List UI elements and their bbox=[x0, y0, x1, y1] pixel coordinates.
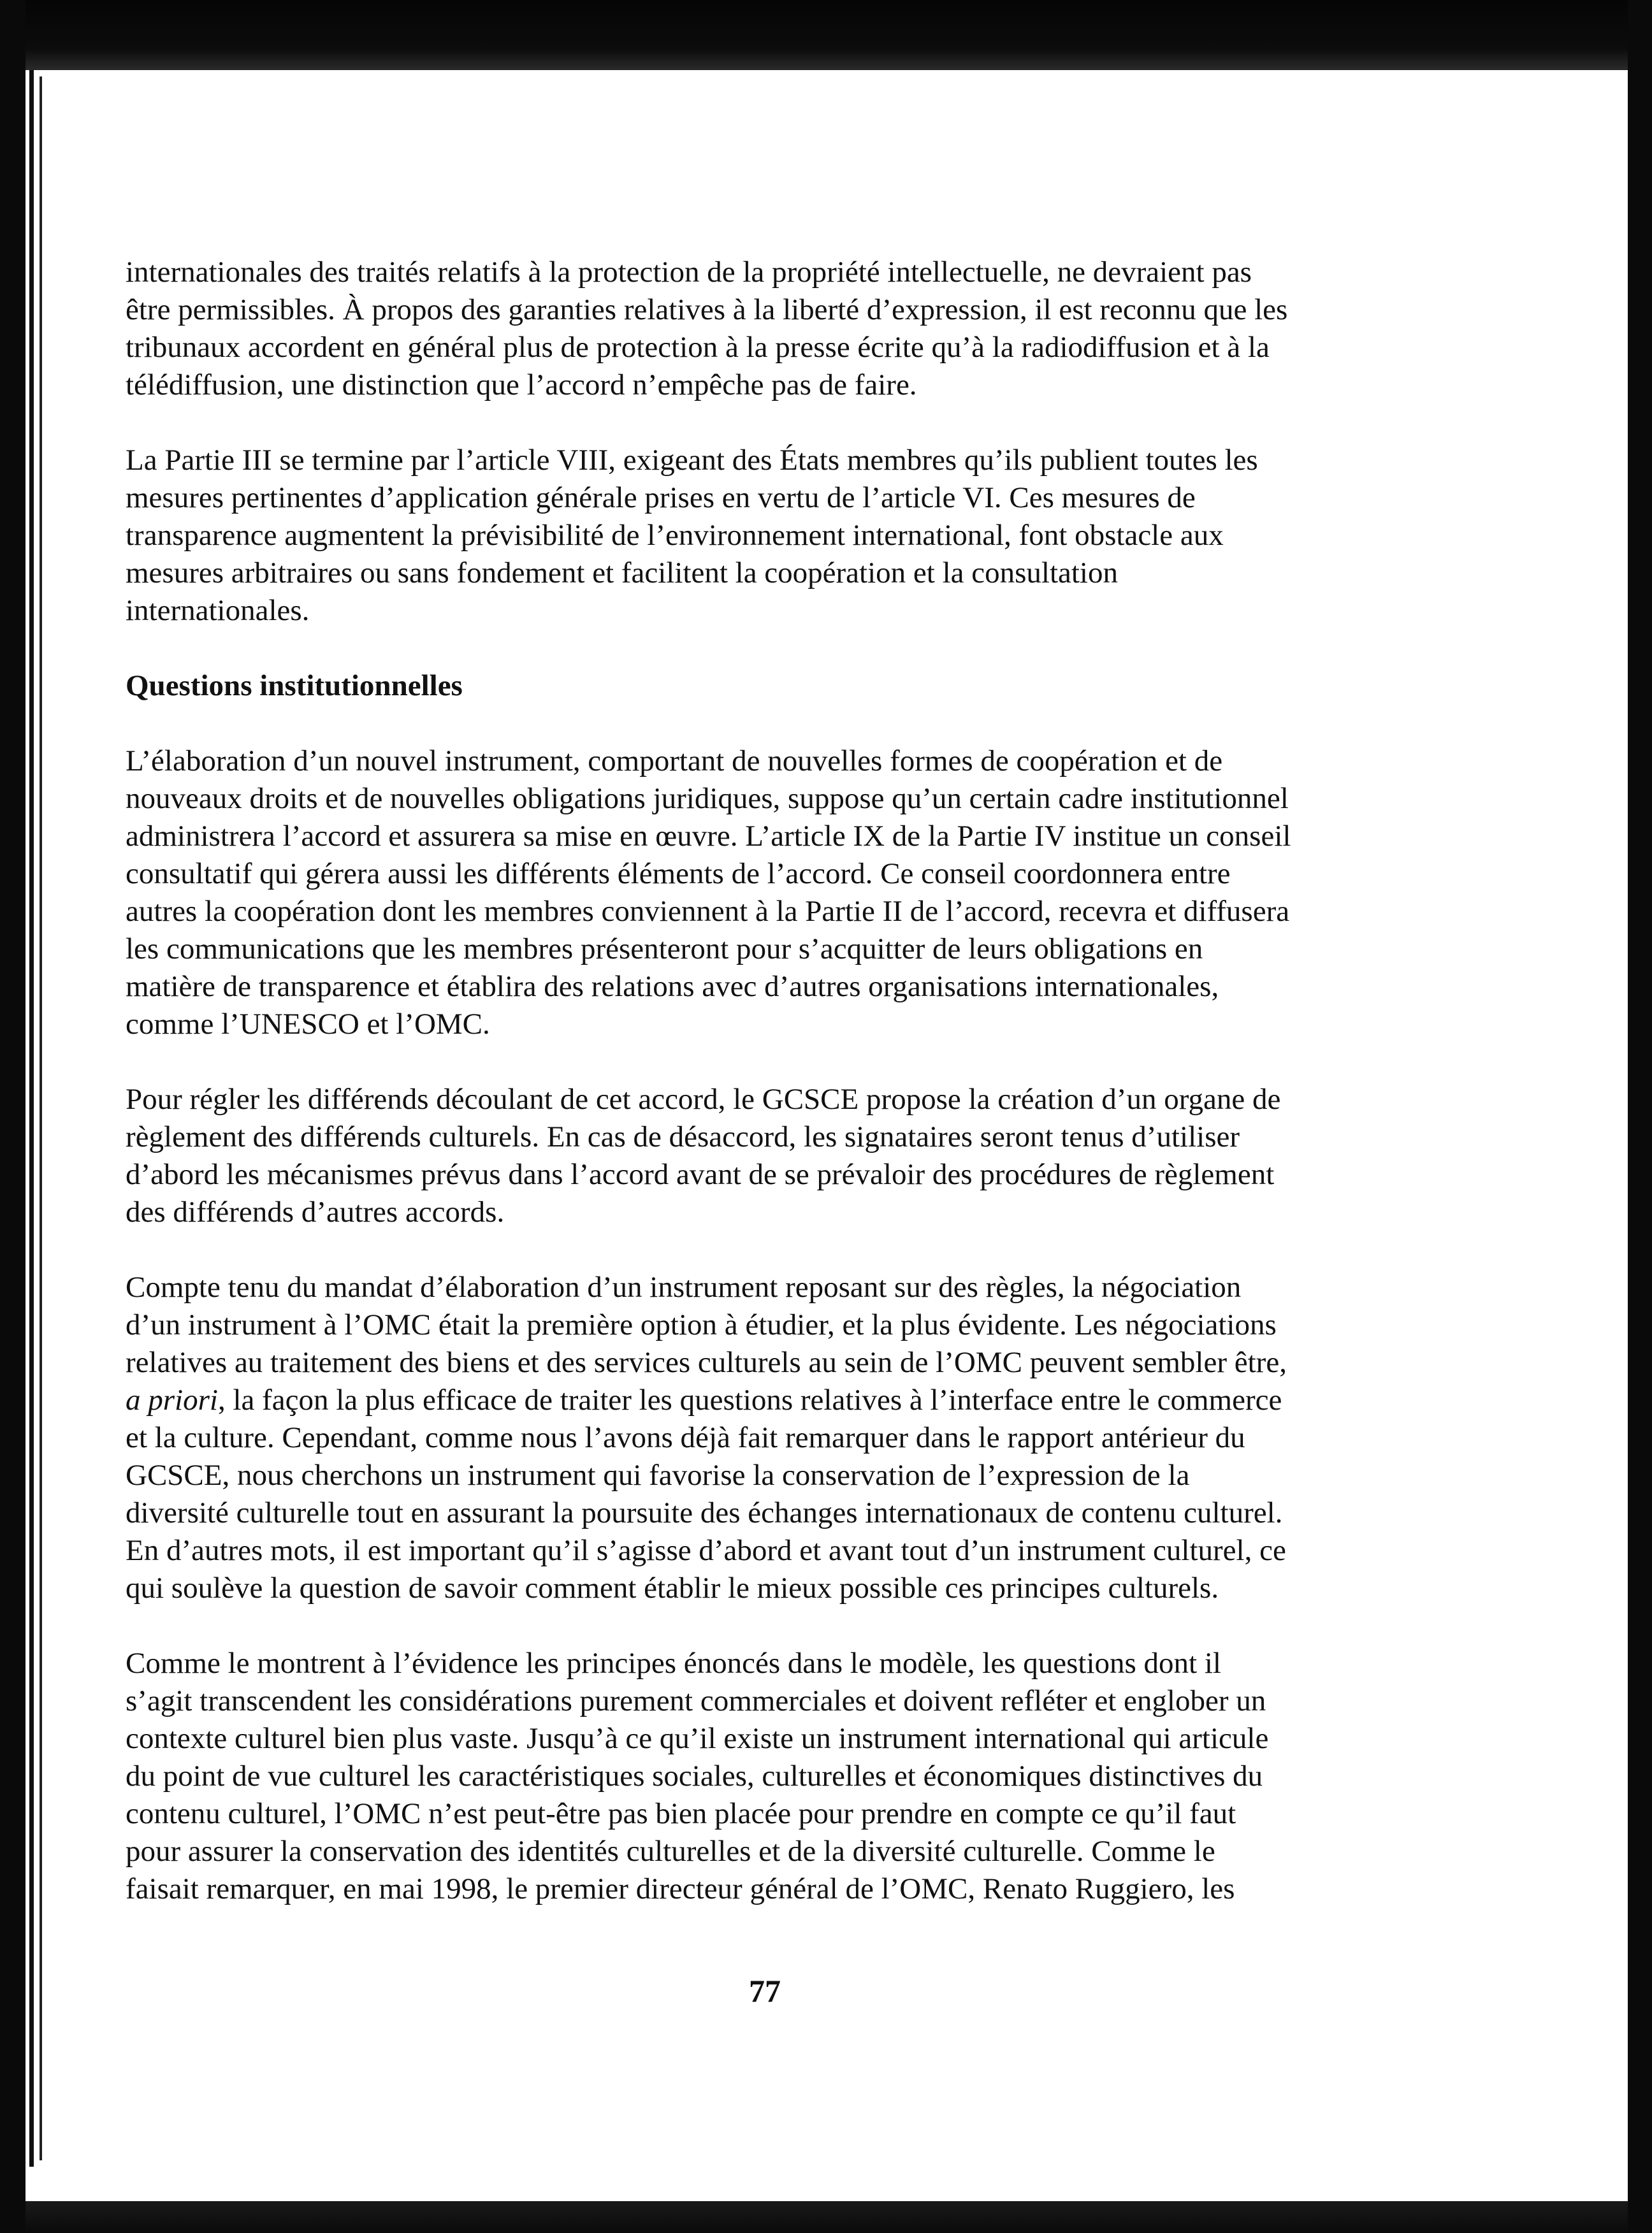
page-number: 77 bbox=[749, 1973, 781, 2009]
scan-border-top bbox=[0, 0, 1652, 70]
paragraph-text: Compte tenu du mandat d’élaboration d’un instrument reposant sur des règles, la négociation d’un instrument à l’OMC était la première option à étudier, et la plus évidente. Les négociations relatives au traitement des biens et des services culturels au sein de l’OMC peuvent sembler être, bbox=[126, 1271, 1287, 1379]
paragraph: La Partie III se termine par l’article VIII, exigeant des États membres qu’ils publient toutes les mesures pertinentes d’application générale prises en vertu de l’article VI. Ces mesures de transparence augmentent la prévisibilité de l’environnement international, font obstacle aux mesures arbitraires ou sans fondement et facilitent la coopération et la consultation internationales. bbox=[126, 444, 1258, 627]
paragraph: Comme le montrent à l’évidence les principes énoncés dans le modèle, les questions dont il s’agit transcendent les considérations purement commerciales et doivent refléter et englober un contexte culturel bien plus vaste. Jusqu’à ce qu’il existe un instrument international qui articule du point de vue culturel les caractéristiques sociales, culturelles et économiques distinctives du contenu culturel, l’OMC n’est peut-être pas bien placée pour prendre en compte ce qu’il faut pour assurer la conservation des identités culturelles et de la diversité culturelle. Comme le faisait remarquer, en mai 1998, le premier directeur général de l’OMC, Renato Ruggiero, les bbox=[126, 1647, 1269, 1905]
scan-border-right bbox=[1628, 0, 1652, 2233]
binding-rule-outer bbox=[29, 70, 34, 2167]
paragraph: L’élaboration d’un nouvel instrument, comportant de nouvelles formes de coopération et de nouveaux droits et de nouvelles obligations juridiques, suppose qu’un certain cadre institutionnel administrera l’accord et assurera sa mise en œuvre. L’article IX de la Partie IV institue un conseil consultatif qui gérera aussi les différents éléments de l’accord. Ce conseil coordonnera entre autres la coopération dont les membres conviennent à la Partie II de l’accord, recevra et diffusera les communications que les membres présenteront pour s’acquitter de leurs obligations en matière de transparence et établira des relations avec d’autres organisations internationales, comme l’UNESCO et l’OMC. bbox=[126, 744, 1291, 1041]
italic-phrase: a priori bbox=[126, 1384, 218, 1417]
paragraph: internationales des traités relatifs à la protection de la propriété intellectuelle, ne devraient pas être permissibles. À propos des garanties relatives à la liberté d’expression, il est reconnu que les tribunaux accordent en général plus de protection à la presse écrite qu’à la radiodiffusion et à la télédiffusion, une distinction que l’accord n’empêche pas de faire. bbox=[126, 256, 1288, 401]
section-heading: Questions institutionnelles bbox=[126, 669, 463, 702]
binding-rule-inner bbox=[40, 76, 42, 2160]
paragraph bbox=[126, 1269, 1400, 1607]
scan-border-bottom bbox=[0, 2201, 1652, 2233]
paragraph-text: , la façon la plus efficace de traiter les questions relatives à l’interface entre le commerce et la culture. Cependant, comme nous l’avons déjà fait remarquer dans le rapport antérieur du GCSCE, nous cherchons un instrument qui favorise la conservation de l’expression de la diversité culturelle tout en assurant la poursuite des échanges internationaux de contenu culturel. En d’autres mots, il est important qu’il s’agisse d’abord et avant tout d’un instrument culturel, ce qui soulève la question de savoir comment établir le mieux possible ces principes culturels. bbox=[126, 1384, 1286, 1605]
scan-border-left bbox=[0, 0, 25, 2233]
body-text bbox=[126, 254, 1400, 1946]
paragraph: Pour régler les différends découlant de cet accord, le GCSCE propose la création d’un organe de règlement des différends culturels. En cas de désaccord, les signataires seront tenus d’utiliser d’abord les mécanismes prévus dans l’accord avant de se prévaloir des procédures de règlement des différends d’autres accords. bbox=[126, 1083, 1281, 1229]
